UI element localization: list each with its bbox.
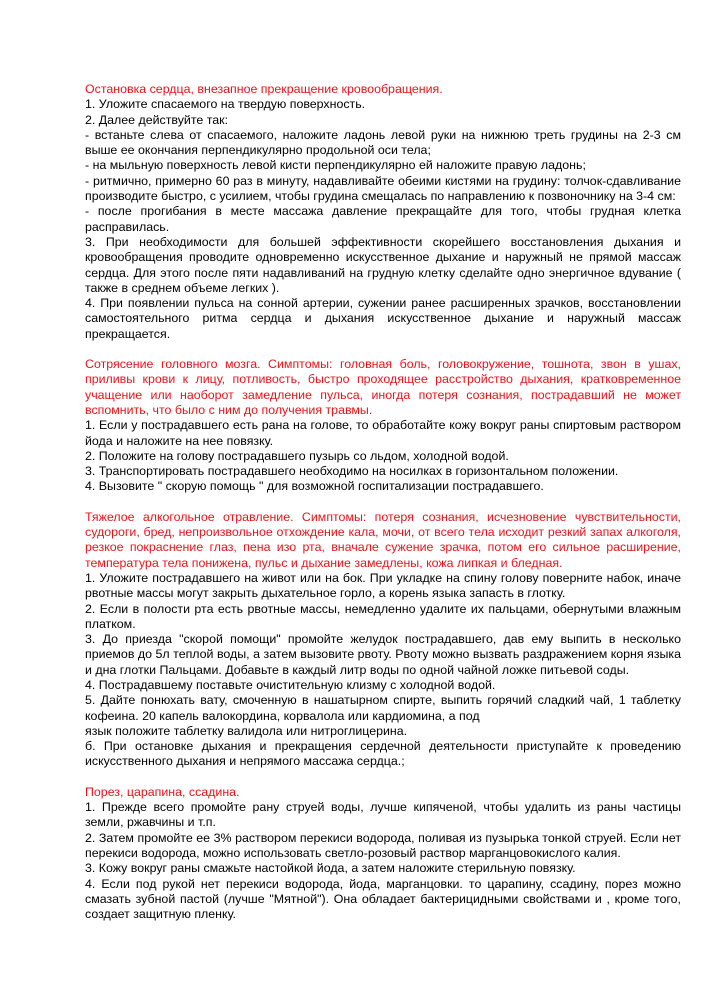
paragraph: - после прогибания в месте массажа давление прекращайте для того, чтобы грудная клетка расправилась. (85, 204, 681, 234)
paragraph: - на мыльную поверхность левой кисти перпендикулярно ей наложите правую ладонь; (85, 158, 586, 173)
paragraph: 4. Если под рукой нет перекиси водорода, йода, марганцовки. то царапину, ссадину, порез можно смазать зубной пастой (лучше "Мятной"). Она обладает бактерицидными свойствами и , кроме того, создает защитную пленку. (85, 876, 681, 922)
paragraph: - ритмично, примерно 60 раз в минуту, надавливайте обеими кистями на грудину: толчок-сдавливание производите быстро, с усилием, чтобы грудина смещалась по направлению к позвоночнику на 3-4 см: (85, 173, 681, 204)
paragraph: - встаньте слева от спасаемого, наложите ладонь левой руки на нижнюю треть грудины на 2-3 см выше ее окончания перпендикулярно продольной оси тела; (85, 127, 681, 158)
paragraph: 4. Вызовите " скорую помощь " для возможной госпитализации пострадавшего. (85, 479, 544, 494)
paragraph: 1. Если у пострадавшего есть рана на голове, то обработайте кожу вокруг раны спиртовым раствором йода и наложите на нее повязку. (85, 418, 681, 448)
paragraph: 3. Кожу вокруг раны смажьте настойкой йода, а затем наложите стерильную повязку. (85, 861, 576, 876)
section-heading: Сотрясение головного мозга. Симптомы: головная боль, головокружение, тошнота, звон в ушах, приливы крови к лицу, потливость, быстро проходящее расстройство дыхания, кратковременное учащение или наоборот замедление пульса, иногда потеря сознания, пострадавший не может вспомнить, что было с ним до получения травмы. (85, 357, 681, 417)
section-heading: Остановка сердца, внезапное прекращение кровообращения. (85, 82, 443, 96)
paragraph: 1. Уложите спасаемого на твердую поверхность. (85, 97, 366, 112)
section-cardiac-arrest (85, 82, 681, 342)
paragraph: б. При остановке дыхания и прекращения сердечной деятельности приступайте к проведению искусственного дыхания и непрямого массажа сердца.; (85, 739, 681, 769)
section-cuts-scratches (85, 785, 681, 923)
section-concussion (85, 357, 681, 495)
section-heading: Порез, царапина, ссадина. (85, 784, 240, 799)
paragraph: 2. Затем промойте ее 3% раствором перекиси водорода, поливая из пузырька тонкой струей. Если нет перекиси водорода, можно использовать светло-розовый раствор марганцовокислого калия. (85, 830, 681, 860)
paragraph: 5. Дайте понюхать вату, смоченную в нашатырном спирте, выпить горячий сладкий чай, 1 таблетку кофеина. 20 капель валокордина, корвалола или кардиомина, а под (85, 693, 681, 723)
paragraph: 4. Пострадавшему поставьте очистительную клизму с холодной водой. (85, 677, 496, 692)
paragraph: 1. Уложите пострадавшего на живот или на бок. При укладке на спину голову поверните набок, иначе рвотные массы могут закрыть дыхательное горло, а корень языка запасть в глотку. (85, 570, 681, 601)
paragraph: 4. При появлении пульса на сонной артерии, сужении ранее расширенных зрачков, восстановлении самостоятельного ритма сердца и дыхания искусственное дыхание и наружный массаж прекращается. (85, 296, 681, 341)
paragraph: язык положите таблетку валидола или нитроглицерина. (85, 723, 408, 738)
paragraph: 2. Если в полости рта есть рвотные массы, немедленно удалите их пальцами, обернутыми влажным платком. (85, 601, 681, 631)
section-heading: Тяжелое алкогольное отравление. Симптомы: потеря сознания, исчезновение чувствительности, судороги, бред, непроизвольное отхождение кала, мочи, от всего тела исходит резкий запах алкоголя, резкое покраснение глаз, пена изо рта, вначале сужение зрачка, потом его сильное расширение, температура тела понижена, пульс и дыхание замедлены, кожа липкая и бледная. (85, 509, 681, 570)
document-page (85, 82, 681, 937)
paragraph: 3. Транспортировать пострадавшего необходимо на носилках в горизонтальном положении. (85, 464, 619, 479)
paragraph: 3. При необходимости для большей эффективности скорейшего восстановления дыхания и кровообращения проводите одновременно искусственное дыхание и наружный не прямой массаж сердца. Для этого после пяти надавливаний на грудную клетку сделайте одно энергичное вдувание ( также в среднем объеме легких ). (85, 234, 681, 295)
paragraph: 1. Прежде всего промойте рану струей воды, лучше кипяченой, чтобы удалить из раны частицы земли, ржавчины и т.п. (85, 800, 681, 830)
paragraph: 2. Далее действуйте так: (85, 112, 229, 127)
paragraph: 3. До приезда "скорой помощи" промойте желудок пострадавшего, дав ему выпить в несколько приемов до 5л теплой воды, а затем вызовите рвоту. Рвоту можно вызвать раздражением корня языка и дна глотки Пальцами. Добавьте в каждый литр воды по одной чайной ложке питьевой соды. (85, 632, 681, 677)
paragraph: 2. Положите на голову пострадавшего пузырь со льдом, холодной водой. (85, 448, 509, 463)
section-alcohol-poisoning (85, 510, 681, 770)
